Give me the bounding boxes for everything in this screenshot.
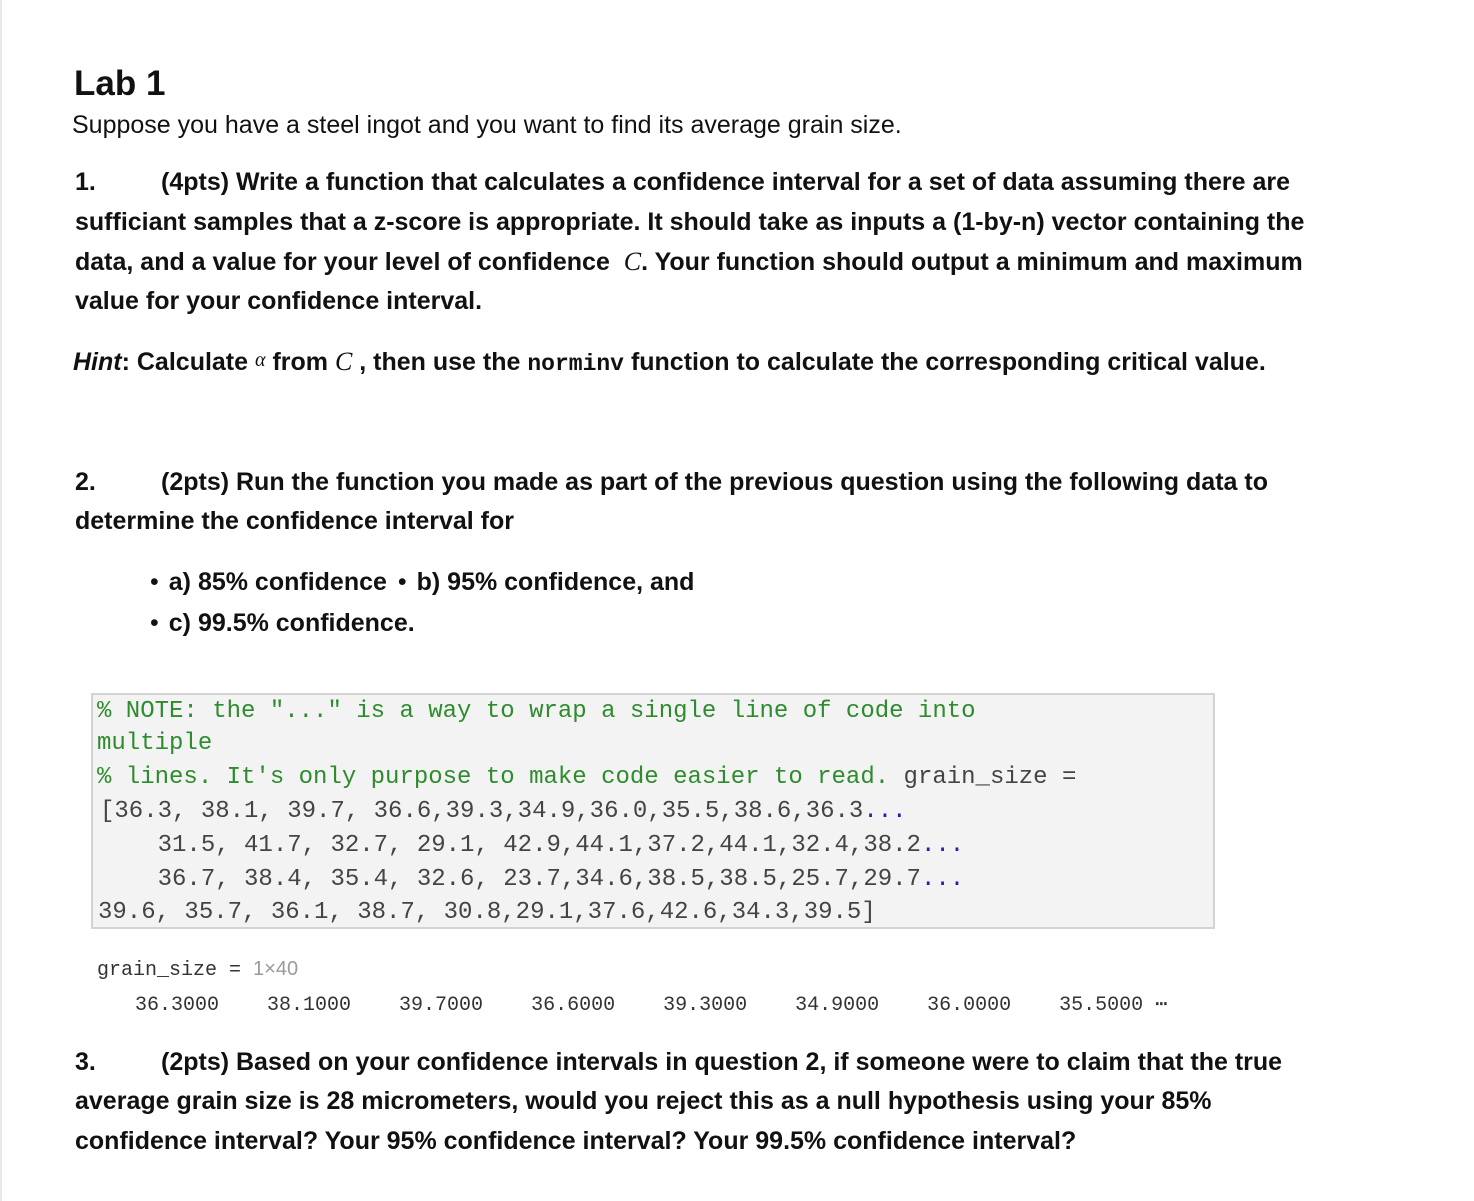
- bullet-dot: •: [397, 568, 407, 596]
- q3-text-1: (2pts) Based on your confidence intervals in question 2, if someone were to claim that the true: [161, 1048, 1283, 1076]
- page-edge: [0, 0, 2, 1201]
- q1-text-1: (4pts) Write a function that calculates a confidence interval for a set of data assuming there are: [161, 168, 1290, 196]
- q3-line-3: confidence interval? Your 95% confidence interval? Your 99.5% confidence interval?: [75, 1127, 1077, 1155]
- code-assignment: grain_size =: [889, 764, 1077, 791]
- q2-line-1: [75, 468, 1268, 497]
- q1-line-2: sufficiant samples that a z-score is appropriate. It should take as inputs a (1-by-n) vector containing the: [75, 208, 1305, 236]
- norminv-code: norminv: [527, 351, 624, 377]
- q3-line-1: [75, 1048, 1282, 1077]
- output-values: [111, 991, 1167, 1017]
- continuation-marker: ...: [920, 866, 965, 893]
- q3-line-2: average grain size is 28 micrometers, would you reject this as a null hypothesis using your 85%: [75, 1087, 1212, 1115]
- continuation-marker: ...: [863, 798, 907, 825]
- hint-text-1: : Calculate: [121, 348, 249, 376]
- code-line-3: [97, 764, 1076, 791]
- code-comment-line-2: multiple: [97, 730, 213, 757]
- q1-number: 1.: [75, 168, 96, 196]
- q2-text-1: (2pts) Run the function you made as part of the previous question using the following data to: [161, 468, 1268, 496]
- page-title: Lab 1: [74, 64, 166, 103]
- code-data-line-1: [100, 798, 907, 825]
- q1-line-3: [75, 247, 1303, 277]
- q1-text-3b: . Your function should output a minimum and maximum: [641, 248, 1303, 276]
- output-dimensions: 1×40: [253, 958, 299, 980]
- code-data-text-1: [36.3, 38.1, 39.7, 36.6,39.3,34.9,36.0,35.5,38.6,36.3: [100, 798, 864, 825]
- bullet-item-2: [150, 609, 415, 638]
- bullet-dot: •: [150, 568, 159, 596]
- option-85: a) 85% confidence: [168, 568, 387, 596]
- q1-line-1: [75, 168, 1290, 197]
- hint-text-2: from: [272, 348, 329, 376]
- output-variable: grain_size =: [97, 959, 254, 982]
- output-values-text: 36.3000 38.1000 39.7000 36.6000 39.3000 34.9000 36.0000 35.5000: [111, 994, 1144, 1017]
- code-data-line-3: [100, 866, 964, 893]
- code-data-text-2: 31.5, 41.7, 32.7, 29.1, 42.9,44.1,37.2,44.1,32.4,38.2: [100, 832, 921, 859]
- output-header: [97, 958, 298, 982]
- bullet-item-1: [150, 568, 694, 597]
- confidence-variable: C: [623, 247, 642, 276]
- continuation-marker: ...: [920, 832, 965, 859]
- hint-line: [73, 347, 1266, 377]
- code-comment-line-3: % lines. It's only purpose to make code easier to read.: [97, 764, 890, 791]
- hint-confidence-variable: C: [334, 347, 353, 376]
- alpha-symbol: α: [255, 349, 266, 371]
- option-95: b) 95% confidence, and: [416, 568, 695, 596]
- q1-text-3a: data, and a value for your level of confidence: [75, 248, 610, 276]
- code-data-text-3: 36.7, 38.4, 35.4, 32.6, 23.7,34.6,38.5,38.5,25.7,29.7: [100, 866, 921, 893]
- intro-text: Suppose you have a steel ingot and you want to find its average grain size.: [72, 111, 902, 139]
- more-values-icon: ⋯: [1143, 994, 1168, 1017]
- q1-line-4: value for your confidence interval.: [75, 287, 483, 315]
- hint-text-3: , then use the: [359, 348, 521, 376]
- q2-line-2: determine the confidence interval for: [75, 507, 514, 535]
- q3-number: 3.: [75, 1048, 96, 1076]
- bullet-dot: •: [150, 609, 159, 637]
- code-data-line-2: [100, 832, 964, 859]
- code-block: [91, 693, 1215, 929]
- code-comment-line-1: % NOTE: the "..." is a way to wrap a single line of code into: [97, 698, 976, 725]
- option-99-5: c) 99.5% confidence.: [168, 609, 415, 637]
- hint-text-4: function to calculate the corresponding critical value.: [630, 348, 1266, 376]
- hint-label: Hint: [73, 348, 122, 376]
- q2-number: 2.: [75, 468, 96, 496]
- code-data-line-4: 39.6, 35.7, 36.1, 38.7, 30.8,29.1,37.6,42.6,34.3,39.5]: [98, 899, 876, 926]
